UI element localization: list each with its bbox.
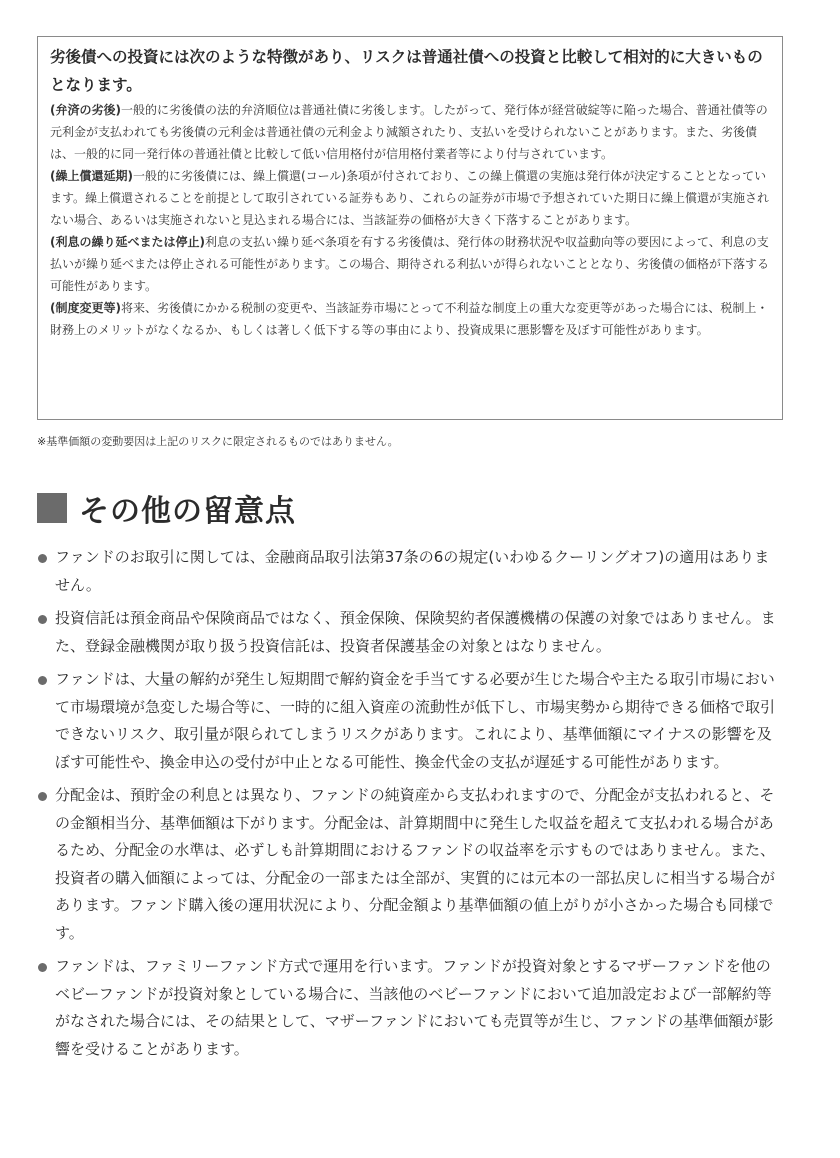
bullet-icon	[38, 792, 47, 801]
section-title	[37, 484, 296, 532]
risk-footnote: ※基準価額の変動要因は上記のリスクに限定されるものではありません。	[37, 435, 399, 448]
subordinated-bond-risk-box	[37, 36, 783, 420]
risk-item-term: (繰上償還延期)	[50, 169, 133, 183]
risk-item-term: (利息の繰り延べまたは停止)	[50, 235, 205, 249]
bullet-icon	[38, 615, 47, 624]
list-item	[37, 953, 783, 1063]
note-text: 分配金は、預貯金の利息とは異なり、ファンドの純資産から支払われますので、分配金が支払われると、その金額相当分、基準価額は下がります。分配金は、計算期間中に発生した収益を超えて支払われる場合があるため、分配金の水準は、必ずしも計算期間におけるファンドの収益率を示すものではありません。また、投資者の購入価額によっては、分配金の一部または全部が、実質的には元本の一部払戻しに相当する場合があります。ファンド購入後の運用状況により、分配金額より基準価額の値上がりが小さかった場合も同様です。	[55, 786, 776, 942]
risk-item-text: 将来、劣後債にかかる税制の変更や、当該証券市場にとって不利益な制度上の重大な変更等があった場合には、税制上・財務上のメリットがなくなるか、もしくは著しく低下する等の事由により、投資成果に悪影響を及ぼす可能性があります。	[50, 301, 769, 337]
risk-item-text: 一般的に劣後債には、繰上償還(コール)条項が付されており、この繰上償還の実施は発行体が決定することとなっています。繰上償還されることを前提として取引されている証券もあり、これらの証券が市場で予想されていた期日に繰上償還が実施されない場合、あるいは実施されないと見込まれる場合には、当該証券の価格が大きく下落することがあります。	[50, 169, 770, 227]
risk-box-heading: 劣後債への投資には次のような特徴があり、リスクは普通社債への投資と比較して相対的に大きいものとなります。	[50, 48, 763, 94]
note-text: ファンドは、大量の解約が発生し短期間で解約資金を手当てする必要が生じた場合や主たる取引市場において市場環境が急変した場合等に、一時的に組入資産の流動性が低下し、市場実勢から期待できる価格で取引できないリスク、取引量が限られてしまうリスクがあります。これにより、基準価額にマイナスの影響を及ぼす可能性や、換金申込の受付が中止となる可能性、換金代金の支払が遅延する可能性があります。	[55, 670, 776, 771]
risk-item-text: 利息の支払い繰り延べ条項を有する劣後債は、発行体の財務状況や収益動向等の要因によって、利息の支払いが繰り延べまたは停止される可能性があります。この場合、期待される利払いが得られないこととなり、劣後債の価格が下落する可能性があります。	[50, 235, 770, 293]
list-item	[37, 782, 783, 947]
section-title-text: その他の留意点	[79, 494, 296, 529]
note-text: 投資信託は預金商品や保険商品ではなく、預金保険、保険契約者保護機構の保護の対象ではありません。また、登録金融機関が取り扱う投資信託は、投資者保護基金の対象とはなりません。	[55, 609, 776, 655]
risk-item-interest-deferral	[50, 231, 770, 297]
list-item	[37, 544, 783, 599]
list-item	[37, 605, 783, 660]
risk-item-term: (制度変更等)	[50, 301, 121, 315]
note-text: ファンドのお取引に関しては、金融商品取引法第37条の6の規定(いわゆるクーリングオフ)の適用はありません。	[55, 548, 770, 594]
bullet-icon	[38, 676, 47, 685]
bullet-icon	[38, 554, 47, 563]
risk-item-regulatory-change	[50, 297, 770, 341]
risk-item-repayment	[50, 99, 770, 165]
risk-item-term: (弁済の劣後)	[50, 103, 121, 117]
note-text: ファンドは、ファミリーファンド方式で運用を行います。ファンドが投資対象とするマザーファンドを他のベビーファンドが投資対象としている場合に、当該他のベビーファンドにおいて追加設定および一部解約等がなされた場合には、その結果として、マザーファンドにおいても売買等が生じ、ファンドの基準価額が影響を受けることがあります。	[55, 957, 774, 1058]
title-square-icon	[37, 493, 67, 523]
list-item	[37, 666, 783, 776]
notes-list	[37, 544, 783, 1069]
risk-item-call-extension	[50, 165, 770, 231]
bullet-icon	[38, 963, 47, 972]
risk-item-text: 一般的に劣後債の法的弁済順位は普通社債に劣後します。したがって、発行体が経営破綻等に陥った場合、普通社債等の元利金が支払われても劣後債の元利金は普通社債の元利金より減額されたり、支払いを受けられないことがあります。また、劣後債は、一般的に同一発行体の普通社債と比較して低い信用格付が信用格付業者等により付与されています。	[50, 103, 768, 161]
